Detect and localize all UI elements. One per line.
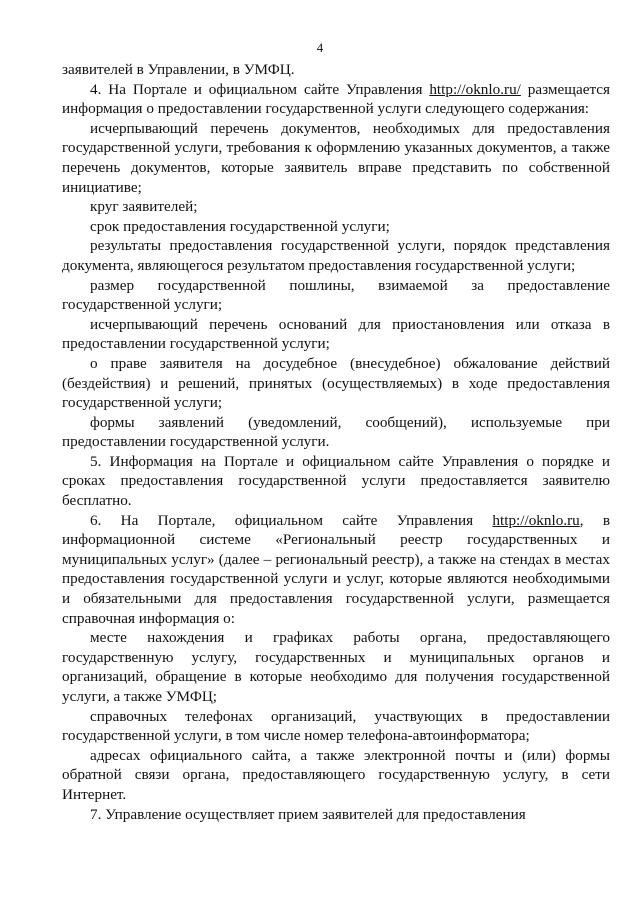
paragraph-item-4 bbox=[62, 80, 610, 119]
list-item: о праве заявителя на досудебное (внесудебное) обжалование действий (бездействия) и решений, принятых (осуществляемых) в ходе предоставления государственной услуги; bbox=[62, 354, 610, 412]
list-item: размер государственной пошлины, взимаемой за предоставление государственной услуги; bbox=[62, 276, 610, 314]
website-link[interactable]: http://oknlo.ru/ bbox=[429, 80, 521, 98]
paragraph-text: , в информационной системе «Региональный реестр государственных и муниципальных услуг» (далее – региональный реестр), а также на стендах в местах предоставления государственной услуги и услуг, которые являются необходимыми и обязательными для предоставления государственной услуги, размещается справочная информация о: bbox=[62, 511, 611, 627]
website-link[interactable]: http://oknlo.ru bbox=[492, 511, 580, 529]
document-body bbox=[62, 60, 610, 824]
list-item: справочных телефонах организаций, участвующих в предоставлении государственной услуги, в том числе номер телефона-автоинформатора; bbox=[62, 707, 610, 745]
list-item: результаты предоставления государственной услуги, порядок представления документа, являющегося результатом предоставления государственной услуги; bbox=[62, 237, 610, 274]
paragraph-continuation: заявителей в Управлении, в УМФЦ. bbox=[62, 61, 295, 78]
list-item: исчерпывающий перечень оснований для приостановления или отказа в предоставлении государственной услуги; bbox=[62, 315, 610, 353]
list-item: круг заявителей; bbox=[90, 198, 198, 216]
page-number: 4 bbox=[316, 40, 324, 55]
list-item: адресах официального сайта, а также электронной почты и (или) формы обратной связи органа, предоставляющего государственную услугу, в сети Интернет. bbox=[62, 746, 610, 803]
paragraph-text: размещается информация о предоставлении государственной услуги следующего содержания: bbox=[62, 80, 610, 118]
paragraph-text: 6. На Портале, официальном сайте Управления bbox=[90, 511, 493, 529]
list-item: исчерпывающий перечень документов, необходимых для предоставления государственной услуги, требования к оформлению указанных документов, а также перечень документов, которые заявитель вправе представить по собственной инициативе; bbox=[62, 119, 610, 196]
list-item: месте нахождения и графиках работы органа, предоставляющего государственную услугу, государственных и муниципальных органов и организаций, обращение в которые необходимо для получения государственной услуги, а также УМФЦ; bbox=[62, 629, 610, 705]
paragraph-item-7: 7. Управление осуществляет прием заявителей для предоставления bbox=[90, 805, 526, 823]
paragraph-item-6 bbox=[62, 511, 610, 629]
paragraph-item-5: 5. Информация на Портале и официальном сайте Управления о порядке и сроках предоставления государственной услуги предоставляется заявителю бесплатно. bbox=[62, 452, 610, 510]
list-item: формы заявлений (уведомлений, сообщений), используемые при предоставлении государственной услуги. bbox=[62, 413, 610, 451]
list-item: срок предоставления государственной услуги; bbox=[90, 217, 390, 235]
paragraph-text: 4. На Портале и официальном сайте Управления bbox=[90, 80, 430, 98]
